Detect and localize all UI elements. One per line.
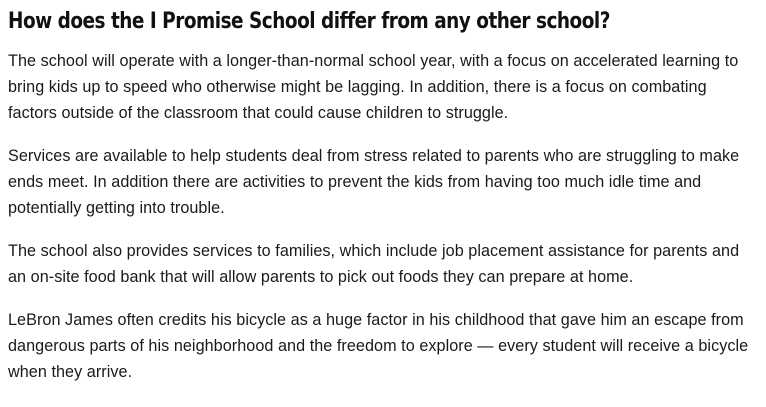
section-heading: How does the I Promise School differ from any other school? (8, 8, 610, 34)
paragraph-school-year: The school will operate with a longer-than-normal school year, with a focus on accelerated learning to bring kids up to speed who otherwise might be lagging. In addition, there is a focus on combating factors outside of the classroom that could cause children to struggle. (8, 52, 739, 122)
paragraph-family-services: The school also provides services to families, which include job placement assistance for parents and an on-site food bank that will allow parents to pick out foods they can prepare at home. (8, 242, 740, 286)
paragraph-bicycle: LeBron James often credits his bicycle as a huge factor in his childhood that gave him an escape from dangerous parts of his neighborhood and the freedom to explore — every student will receive a bicycle when they arrive. (8, 311, 749, 381)
paragraph-student-services: Services are available to help students deal from stress related to parents who are struggling to make ends meet. In addition there are activities to prevent the kids from having too much idle time and potentially getting into trouble. (8, 147, 740, 217)
article-body (8, 0, 760, 385)
